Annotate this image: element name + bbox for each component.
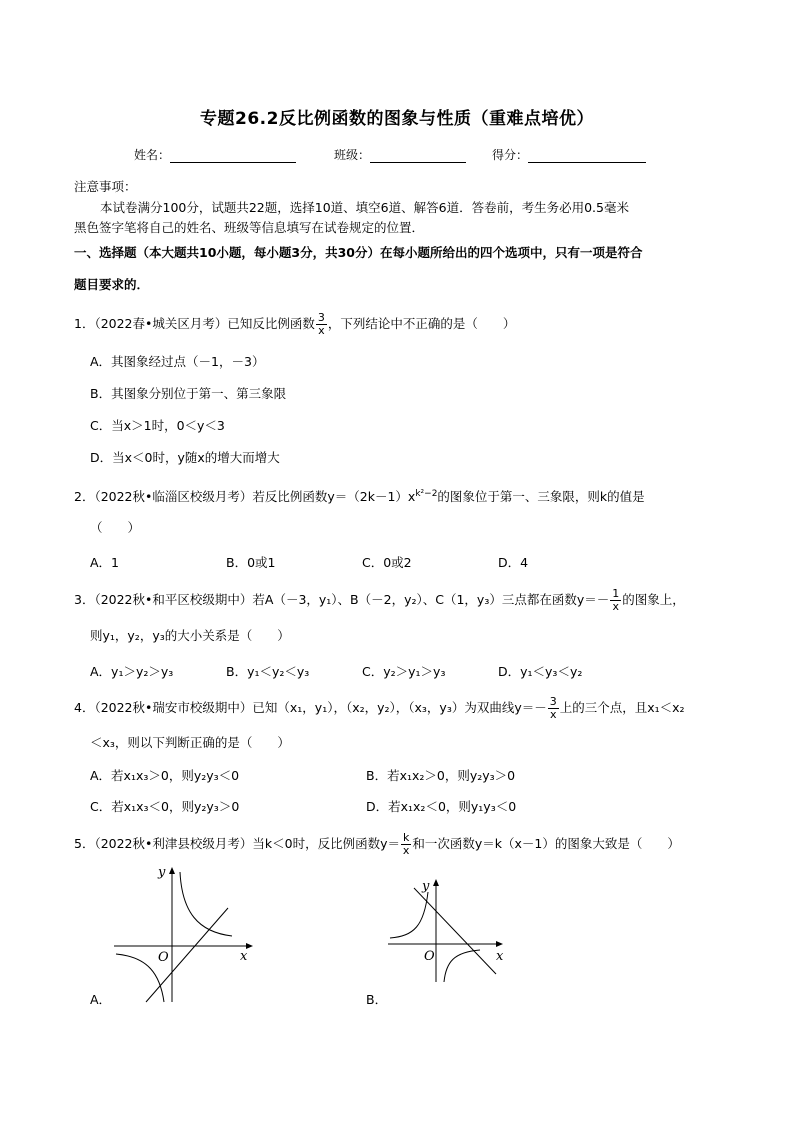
q5-graph-b xyxy=(384,874,514,984)
q4-option-a[interactable]: A．若x₁x₃＞0，则y₂y₃＜0 xyxy=(90,768,240,783)
q2-answer-paren: （ ） xyxy=(90,520,141,535)
q4-numerator: 3 xyxy=(549,695,557,708)
graph-a-origin-label: O xyxy=(158,950,169,965)
q5-denominator: x xyxy=(402,844,410,857)
graph-b-hyperbola-q2 xyxy=(390,892,428,938)
q4-option-d[interactable]: D．若x₁x₂＜0，则y₁y₃＜0 xyxy=(366,799,517,814)
section-heading-1: 一、选择题（本大题共10小题，每小题3分，共30分）在每小题所给出的四个选项中，只有一项是符合 xyxy=(74,245,643,260)
q3-option-a[interactable]: A．y₁＞y₂＞y₃ xyxy=(90,664,174,679)
q5-graph-a xyxy=(108,862,258,1004)
section-heading-2: 题目要求的． xyxy=(74,277,150,292)
q1-text-pre: 1．（2022春•城关区月考）已知反比例函数 xyxy=(74,316,315,331)
class-label: 班级： xyxy=(334,148,371,162)
score-field[interactable] xyxy=(492,146,646,163)
q1-option-b[interactable]: B．其图象分别位于第一、第三象限 xyxy=(90,386,287,401)
q3-numerator: 1 xyxy=(612,587,620,600)
q4-option-c[interactable]: C．若x₁x₃＜0，则y₂y₃＞0 xyxy=(90,799,240,814)
q2-exponent: k²−2 xyxy=(415,489,438,499)
q4-text-post: 上的三个点，且x₁＜x₂ xyxy=(559,700,685,715)
q3-fraction xyxy=(610,588,621,613)
page-title: 专题26.2反比例函数的图象与性质（重难点培优） xyxy=(200,109,594,129)
graph-a-hyperbola-q1 xyxy=(180,872,232,936)
q1-numerator: 3 xyxy=(317,311,325,324)
notes-line-2: 黑色签字笔将自己的姓名、班级等信息填写在试卷规定的位置． xyxy=(74,220,425,235)
q1-denominator: x xyxy=(318,324,325,337)
student-info-row xyxy=(134,146,646,163)
q2-text-post: 的图象位于第一、三象限，则k的值是 xyxy=(437,489,645,505)
q3-stem-line-2: 则y₁，y₂，y₃的大小关系是（ ） xyxy=(90,628,290,643)
q4-fraction xyxy=(548,696,559,721)
q3-option-c[interactable]: C．y₂＞y₁＞y₃ xyxy=(362,664,446,679)
q4-stem-line-2: ＜x₃，则以下判断正确的是（ ） xyxy=(90,735,290,750)
class-field[interactable] xyxy=(334,146,466,163)
q4-text-pre: 4．（2022秋•瑞安市校级期中）已知（x₁，y₁），（x₂，y₂），（x₃，y₃）为双曲线y＝－ xyxy=(74,700,547,715)
q4-option-b[interactable]: B．若x₁x₂＞0，则y₂y₃＞0 xyxy=(366,768,516,783)
score-blank[interactable] xyxy=(528,150,646,163)
q5-text-pre: 5．（2022秋•利津县校级月考）当k＜0时，反比例函数y＝ xyxy=(74,836,400,851)
q2-option-b[interactable]: B．0或1 xyxy=(226,555,276,570)
class-blank[interactable] xyxy=(370,150,466,163)
name-field[interactable] xyxy=(134,146,296,163)
q4-denominator: x xyxy=(549,708,557,721)
notes-heading: 注意事项： xyxy=(74,179,137,194)
q5-numerator: k xyxy=(402,831,410,844)
graph-a-x-label: x xyxy=(240,949,248,964)
question-1-stem xyxy=(74,312,515,337)
question-5-stem xyxy=(74,832,680,857)
q3-option-d[interactable]: D．y₁＜y₃＜y₂ xyxy=(498,664,583,679)
q3-option-b[interactable]: B．y₁＜y₂＜y₃ xyxy=(226,664,310,679)
q3-text-post: 的图象上， xyxy=(622,592,685,607)
q1-option-d[interactable]: D．当x＜0时，y随x的增大而增大 xyxy=(90,450,280,465)
graph-b-y-label: y xyxy=(422,879,430,894)
notes-line-1: 本试卷满分100分，试题共22题，选择10道、填空6道、解答6道．答卷前，考生务必用0.5毫米 xyxy=(100,200,629,215)
graph-a-hyperbola-q3 xyxy=(116,954,164,1002)
score-label: 得分： xyxy=(492,148,529,162)
graph-b-hyperbola-q4 xyxy=(444,950,480,982)
q2-text-pre: 2．（2022秋•临淄区校级月考）若反比例函数y＝（2k－1）x xyxy=(74,489,416,505)
question-2-stem xyxy=(74,486,645,505)
graph-a-y-label: y xyxy=(158,865,166,880)
question-4-stem xyxy=(74,696,685,721)
q5-option-b[interactable]: B． xyxy=(366,992,388,1007)
graph-b-y-arrow xyxy=(433,879,439,886)
q5-fraction xyxy=(401,832,411,857)
q2-option-d[interactable]: D．4 xyxy=(498,555,529,570)
q1-text-post: ，下列结论中不正确的是（ ） xyxy=(327,316,516,331)
question-3-stem xyxy=(74,588,685,613)
q2-option-c[interactable]: C．0或2 xyxy=(362,555,412,570)
name-label: 姓名： xyxy=(134,148,171,162)
name-blank[interactable] xyxy=(170,150,296,163)
q1-option-a[interactable]: A．其图象经过点（－1，－3） xyxy=(90,354,265,369)
graph-a-y-arrow xyxy=(169,867,175,874)
graph-b-x-arrow xyxy=(496,941,503,947)
q5-option-a[interactable]: A． xyxy=(90,992,112,1007)
q2-option-a[interactable]: A．1 xyxy=(90,555,120,570)
q3-text-pre: 3．（2022秋•和平区校级期中）若A（－3，y₁）、B（－2，y₂）、C（1，y₃）三点都在函数y＝－ xyxy=(74,592,610,607)
q1-fraction xyxy=(316,312,327,337)
q3-denominator: x xyxy=(612,600,619,613)
graph-b-x-label: x xyxy=(496,949,504,964)
graph-b-origin-label: O xyxy=(424,949,435,964)
q5-text-post: 和一次函数y＝k（x－1）的图象大致是（ ） xyxy=(412,836,680,851)
q1-option-c[interactable]: C．当x＞1时，0＜y＜3 xyxy=(90,418,225,433)
